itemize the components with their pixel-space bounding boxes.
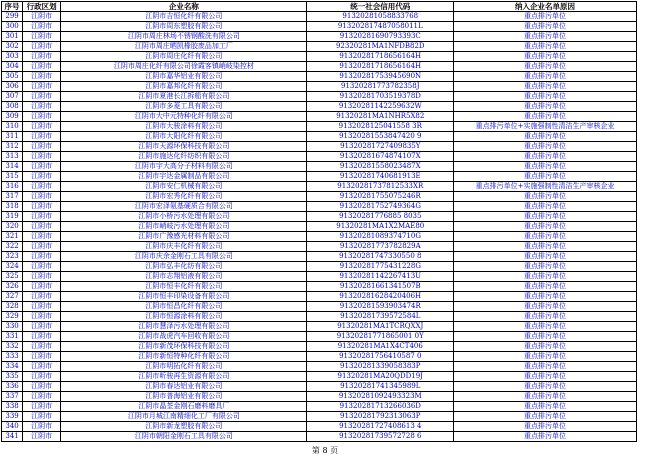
cell-reason: 重点排污单位	[454, 72, 637, 82]
cell-reason: 重点排污单位	[454, 62, 637, 72]
table-row	[2, 332, 637, 342]
header-reason: 纳入企业名单原因	[454, 2, 637, 12]
cell-index: 303	[2, 52, 23, 62]
cell-company-name: 江阴市夏港长江拆船有限公司	[61, 92, 307, 102]
table-row	[2, 12, 637, 22]
cell-credit-code: 91320281MA1X4CT406	[307, 342, 454, 352]
header-credit-code: 统一社会信用代码	[307, 2, 454, 12]
cell-reason: 重点排污单位	[454, 102, 637, 112]
table-row	[2, 322, 637, 332]
cell-company-name: 江阴市多菱工具有限公司	[61, 102, 307, 112]
cell-district: 江阴市	[23, 422, 61, 432]
table-row	[2, 42, 637, 52]
cell-district: 江阴市	[23, 312, 61, 322]
cell-index: 321	[2, 232, 23, 242]
cell-reason: 重点排污单位	[454, 312, 637, 322]
table-row	[2, 292, 637, 302]
table-row	[2, 272, 637, 282]
cell-credit-code: 91320281718656164H	[307, 62, 454, 72]
cell-credit-code: 91320281142259632W	[307, 102, 454, 112]
table-row	[2, 202, 637, 212]
cell-index: 307	[2, 92, 23, 102]
cell-index: 302	[2, 42, 23, 52]
cell-index: 320	[2, 222, 23, 232]
cell-index: 304	[2, 62, 23, 72]
cell-credit-code: 91320281558023487X	[307, 162, 454, 172]
header-company-name: 企业名称	[61, 2, 307, 12]
cell-district: 江阴市	[23, 12, 61, 22]
cell-district: 江阴市	[23, 162, 61, 172]
cell-district: 江阴市	[23, 332, 61, 342]
cell-district: 江阴市	[23, 22, 61, 32]
table-row	[2, 152, 637, 162]
cell-credit-code: 91320281690793393C	[307, 32, 454, 42]
cell-district: 江阴市	[23, 252, 61, 262]
cell-district: 江阴市	[23, 102, 61, 112]
cell-credit-code: 91320281727409835Y	[307, 142, 454, 152]
cell-index: 327	[2, 292, 23, 302]
cell-district: 江阴市	[23, 352, 61, 362]
cell-credit-code: 91320281674874107X	[307, 152, 454, 162]
table-row	[2, 222, 637, 232]
table-row	[2, 282, 637, 292]
cell-reason: 重点排污单位	[454, 392, 637, 402]
cell-company-name: 江阴市新茂环保科技有限公司	[61, 342, 307, 352]
cell-index: 314	[2, 162, 23, 172]
cell-district: 江阴市	[23, 382, 61, 392]
table-row	[2, 192, 637, 202]
cell-district: 江阴市	[23, 392, 61, 402]
cell-index: 329	[2, 312, 23, 322]
cell-reason: 重点排污单位	[454, 372, 637, 382]
cell-company-name: 江阴市恒丰印染设备有限公司	[61, 292, 307, 302]
cell-reason: 重点排污单位	[454, 222, 637, 232]
table-row	[2, 232, 637, 242]
table-row	[2, 382, 637, 392]
cell-district: 江阴市	[23, 142, 61, 152]
cell-reason: 重点排污单位	[454, 42, 637, 52]
header-district: 行政区划	[23, 2, 61, 12]
cell-index: 305	[2, 72, 23, 82]
cell-index: 330	[2, 322, 23, 332]
cell-company-name: 江阴市新龙塑胶有限公司	[61, 422, 307, 432]
cell-index: 331	[2, 332, 23, 342]
cell-company-name: 江阴市周庄晒凯橡胶废品加工厂	[61, 42, 307, 52]
cell-index: 310	[2, 122, 23, 132]
table-row	[2, 242, 637, 252]
cell-company-name: 江阴市宏秀化纤有限公司	[61, 192, 307, 202]
table-row	[2, 342, 637, 352]
cell-reason: 重点排污单位	[454, 172, 637, 182]
cell-index: 322	[2, 242, 23, 252]
table-row	[2, 92, 637, 102]
cell-index: 335	[2, 372, 23, 382]
table-row	[2, 392, 637, 402]
cell-district: 江阴市	[23, 182, 61, 192]
cell-credit-code: 91320281058833768	[307, 12, 454, 22]
cell-index: 336	[2, 382, 23, 392]
cell-district: 江阴市	[23, 242, 61, 252]
cell-company-name: 江阴市晶荃金刚石磨料磨具厂	[61, 402, 307, 412]
cell-company-name: 江阴市恒昌化纤有限公司	[61, 302, 307, 312]
cell-reason: 重点排污单位	[454, 362, 637, 372]
cell-district: 江阴市	[23, 362, 61, 372]
cell-index: 323	[2, 252, 23, 262]
cell-index: 318	[2, 202, 23, 212]
cell-district: 江阴市	[23, 72, 61, 82]
cell-district: 江阴市	[23, 282, 61, 292]
cell-company-name: 江阴市广豫感光材料有限公司	[61, 232, 307, 242]
cell-credit-code: 91320281773782829A	[307, 242, 454, 252]
cell-index: 337	[2, 392, 23, 402]
cell-credit-code: 91320281775431228G	[307, 262, 454, 272]
cell-credit-code: 91320281752749364G	[307, 202, 454, 212]
cell-credit-code: 91320281776885 8035	[307, 212, 454, 222]
cell-district: 江阴市	[23, 372, 61, 382]
cell-company-name: 江阴市大骏涂料有限公司	[61, 122, 307, 132]
cell-reason: 重点排污单位	[454, 52, 637, 62]
cell-index: 313	[2, 152, 23, 162]
cell-credit-code: 91320281739572584L	[307, 312, 454, 322]
cell-reason: 重点排污单位	[454, 322, 637, 332]
cell-credit-code: 91320281741345989L	[307, 382, 454, 392]
cell-reason: 重点排污单位	[454, 412, 637, 422]
cell-credit-code: 91320281703519378D	[307, 92, 454, 102]
table-row	[2, 162, 637, 172]
cell-reason: 重点排污单位	[454, 82, 637, 92]
cell-company-name: 江阴市恒源涂料有限公司	[61, 312, 307, 322]
header-index: 序号	[2, 2, 23, 12]
cell-district: 江阴市	[23, 172, 61, 182]
cell-district: 江阴市	[23, 152, 61, 162]
cell-reason: 重点排污单位	[454, 232, 637, 242]
cell-district: 江阴市	[23, 272, 61, 282]
cell-company-name: 江阴市嘉华铝业有限公司	[61, 72, 307, 82]
cell-reason: 重点排污单位	[454, 152, 637, 162]
cell-company-name: 江阴市庆丰化纤有限公司	[61, 242, 307, 252]
cell-reason: 重点排污单位	[454, 352, 637, 362]
cell-reason: 重点排污单位	[454, 342, 637, 352]
cell-company-name: 江阴市宇大高分子材料有限公司	[61, 162, 307, 172]
cell-index: 300	[2, 22, 23, 32]
cell-company-name: 江阴市周东塑胶有限公司	[61, 22, 307, 32]
cell-district: 江阴市	[23, 402, 61, 412]
cell-credit-code: 91320281628420406H	[307, 292, 454, 302]
cell-company-name: 江阴市新恒特种化纤有限公司	[61, 352, 307, 362]
cell-district: 江阴市	[23, 292, 61, 302]
cell-index: 308	[2, 102, 23, 112]
table-row	[2, 72, 637, 82]
enterprise-table	[1, 1, 637, 442]
cell-index: 332	[2, 342, 23, 352]
cell-index: 333	[2, 352, 23, 362]
cell-index: 324	[2, 262, 23, 272]
cell-index: 301	[2, 32, 23, 42]
cell-index: 334	[2, 362, 23, 372]
cell-reason: 重点排污单位+实施强制性清洁生产审核企业	[454, 122, 637, 132]
cell-reason: 重点排污单位	[454, 112, 637, 122]
table-row	[2, 212, 637, 222]
cell-index: 312	[2, 142, 23, 152]
cell-index: 319	[2, 212, 23, 222]
cell-index: 328	[2, 302, 23, 312]
table-row	[2, 52, 637, 62]
cell-credit-code: 91320281771865001 0Y	[307, 332, 454, 342]
cell-index: 316	[2, 182, 23, 192]
cell-reason: 重点排污单位	[454, 32, 637, 42]
cell-index: 311	[2, 132, 23, 142]
cell-company-name: 江阴市大阳化纤有限公司	[61, 132, 307, 142]
cell-index: 325	[2, 272, 23, 282]
cell-company-name: 江阴市庆余金刚石工具有限公司	[61, 252, 307, 262]
cell-company-name: 江阴市春达铝业有限公司	[61, 382, 307, 392]
cell-district: 江阴市	[23, 122, 61, 132]
cell-index: 315	[2, 172, 23, 182]
cell-credit-code: 91320281713266036D	[307, 402, 454, 412]
cell-reason: 重点排污单位	[454, 382, 637, 392]
cell-district: 江阴市	[23, 322, 61, 332]
cell-company-name: 江阴市弘丰化纺有限公司	[61, 262, 307, 272]
cell-credit-code: 91320281737812533XR	[307, 182, 454, 192]
cell-reason: 重点排污单位	[454, 202, 637, 212]
table-row	[2, 252, 637, 262]
cell-company-name: 江阴市宏泽氨基硬质合有限公司	[61, 202, 307, 212]
cell-credit-code: 91320281718656164H	[307, 52, 454, 62]
cell-district: 江阴市	[23, 192, 61, 202]
cell-reason: 重点排污单位	[454, 402, 637, 412]
cell-credit-code: 91320281661341507B	[307, 282, 454, 292]
cell-company-name: 江阴市天源环保科技有限公司	[61, 142, 307, 152]
cell-reason: 重点排污单位	[454, 282, 637, 292]
table-row	[2, 312, 637, 322]
cell-company-name: 江阴市嘉邦化纤有限公司	[61, 82, 307, 92]
cell-index: 309	[2, 112, 23, 122]
cell-index: 341	[2, 432, 23, 442]
table-row	[2, 172, 637, 182]
cell-reason: 重点排污单位	[454, 132, 637, 142]
cell-credit-code: 91320281MA1X2MAE80	[307, 222, 454, 232]
table-row	[2, 432, 637, 442]
cell-credit-code: 91320281553847420 9	[307, 132, 454, 142]
cell-company-name: 江阴市月城江南精细化工厂有限公司	[61, 412, 307, 422]
cell-reason: 重点排污单位	[454, 12, 637, 22]
cell-company-name: 江阴市峭岐污水处理有限公司	[61, 222, 307, 232]
table-row	[2, 352, 637, 362]
cell-credit-code: 91320281089374710G	[307, 232, 454, 242]
cell-credit-code: 91320281MA1NHR5X82	[307, 112, 454, 122]
cell-district: 江阴市	[23, 212, 61, 222]
cell-credit-code: 91320281753945690N	[307, 72, 454, 82]
cell-credit-code: 91320281MA20QDD19J	[307, 372, 454, 382]
table-header-row	[2, 2, 637, 12]
table-row	[2, 402, 637, 412]
cell-credit-code: 91320281092493323M	[307, 392, 454, 402]
table-row	[2, 142, 637, 152]
cell-reason: 重点排污单位	[454, 192, 637, 202]
table-row	[2, 102, 637, 112]
table-row	[2, 302, 637, 312]
table-row	[2, 422, 637, 432]
cell-company-name: 江阴市大中元特种化纤有限公司	[61, 112, 307, 122]
table-row	[2, 132, 637, 142]
cell-reason: 重点排污单位	[454, 432, 637, 442]
cell-company-name: 江阴市战虎汽车回收有限公司	[61, 332, 307, 342]
cell-district: 江阴市	[23, 32, 61, 42]
cell-district: 江阴市	[23, 82, 61, 92]
cell-reason: 重点排污单位	[454, 92, 637, 102]
cell-credit-code: 91320281339058383P	[307, 362, 454, 372]
cell-credit-code: 91320281756410587 0	[307, 352, 454, 362]
cell-index: 299	[2, 12, 23, 22]
cell-credit-code: 91320281593903474R	[307, 302, 454, 312]
cell-district: 江阴市	[23, 262, 61, 272]
page-number: 第 8 页	[311, 446, 339, 455]
cell-district: 江阴市	[23, 342, 61, 352]
table-row	[2, 122, 637, 132]
cell-reason: 重点排污单位	[454, 292, 637, 302]
cell-company-name: 江阴市周庄林场不锈钢酸洗有限公司	[61, 32, 307, 42]
cell-credit-code: 92320281MA1NFDB82D	[307, 42, 454, 52]
cell-index: 326	[2, 282, 23, 292]
cell-credit-code: 91320281747330550 8	[307, 252, 454, 262]
table-row	[2, 182, 637, 192]
cell-reason: 重点排污单位	[454, 332, 637, 342]
cell-credit-code: 91320281727408613 4	[307, 422, 454, 432]
cell-company-name: 江阴市周庄化纤有限公司徐霞客镇峭岐染控材	[61, 62, 307, 72]
cell-reason: 重点排污单位	[454, 252, 637, 262]
cell-reason: 重点排污单位	[454, 142, 637, 152]
cell-district: 江阴市	[23, 232, 61, 242]
table-row	[2, 22, 637, 32]
cell-credit-code: 9132028125041558 3R	[307, 122, 454, 132]
table-row	[2, 32, 637, 42]
cell-credit-code: 91320281792313063P	[307, 412, 454, 422]
cell-company-name: 江阴市慧泽污水处理有限公司	[61, 322, 307, 332]
cell-credit-code: 91320281755075246R	[307, 192, 454, 202]
cell-reason: 重点排污单位	[454, 302, 637, 312]
cell-company-name: 江阴市明拓化纤有限公司	[61, 362, 307, 372]
cell-company-name: 江阴市昕骏再生资源有限公司	[61, 372, 307, 382]
cell-district: 江阴市	[23, 92, 61, 102]
cell-reason: 重点排污单位	[454, 272, 637, 282]
table-row	[2, 112, 637, 122]
cell-district: 江阴市	[23, 112, 61, 122]
cell-index: 338	[2, 402, 23, 412]
cell-company-name: 江阴市吉恒化纤有限公司	[61, 12, 307, 22]
cell-reason: 重点排污单位	[454, 162, 637, 172]
cell-reason: 重点排污单位	[454, 22, 637, 32]
cell-credit-code: 91320281773782358J	[307, 82, 454, 92]
table-row	[2, 62, 637, 72]
cell-district: 江阴市	[23, 52, 61, 62]
cell-district: 江阴市	[23, 202, 61, 212]
cell-company-name: 江阴市恒丰化纤有限公司	[61, 282, 307, 292]
cell-company-name: 江阴市周庄化纤有限公司	[61, 52, 307, 62]
cell-credit-code: 91320281739572728 6	[307, 432, 454, 442]
cell-company-name: 江阴市普海铝业有限公司	[61, 392, 307, 402]
cell-index: 317	[2, 192, 23, 202]
table-row	[2, 82, 637, 92]
cell-district: 江阴市	[23, 412, 61, 422]
cell-district: 江阴市	[23, 222, 61, 232]
cell-reason: 重点排污单位	[454, 262, 637, 272]
cell-company-name: 江阴市朝阳金刚石工具有限公司	[61, 432, 307, 442]
cell-company-name: 江阴市小桥污水处理有限公司	[61, 212, 307, 222]
cell-credit-code: 91320281142267413U	[307, 272, 454, 282]
cell-company-name: 江阴市安仁机械有限公司	[61, 182, 307, 192]
cell-reason: 重点排污单位	[454, 212, 637, 222]
cell-company-name: 江阴市施达化纤纺织有限公司	[61, 152, 307, 162]
cell-index: 339	[2, 412, 23, 422]
cell-district: 江阴市	[23, 432, 61, 442]
cell-index: 340	[2, 422, 23, 432]
cell-credit-code: 91320281MA1TCRQXXJ	[307, 322, 454, 332]
table-body	[2, 12, 637, 442]
cell-credit-code: 91320281740681913E	[307, 172, 454, 182]
cell-company-name: 江阴市宇达金属制品有限公司	[61, 172, 307, 182]
cell-district: 江阴市	[23, 62, 61, 72]
table-row	[2, 262, 637, 272]
table-row	[2, 362, 637, 372]
cell-reason: 重点排污单位	[454, 242, 637, 252]
cell-reason: 重点排污单位	[454, 422, 637, 432]
table-row	[2, 412, 637, 422]
cell-district: 江阴市	[23, 132, 61, 142]
cell-district: 江阴市	[23, 302, 61, 312]
table-row	[2, 372, 637, 382]
cell-index: 306	[2, 82, 23, 92]
cell-credit-code: 913202817487058011L	[307, 22, 454, 32]
cell-district: 江阴市	[23, 42, 61, 52]
cell-reason: 重点排污单位+实施强制性清洁生产审核企业	[454, 182, 637, 192]
cell-company-name: 江阴市志翔铝液有限公司	[61, 272, 307, 282]
